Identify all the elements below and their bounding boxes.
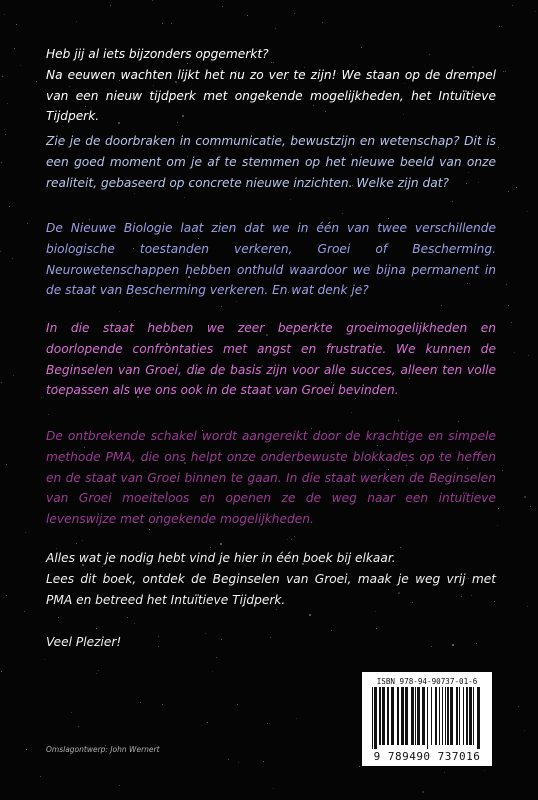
star	[76, 543, 77, 544]
star	[7, 103, 8, 104]
star	[40, 776, 41, 777]
star	[535, 11, 536, 12]
star	[96, 673, 97, 674]
star	[524, 730, 525, 731]
barcode-bar	[372, 687, 373, 749]
star	[267, 723, 268, 724]
star	[1, 162, 2, 163]
star	[342, 213, 343, 214]
barcode-bar	[374, 687, 377, 749]
summary-line-2: Lees dit boek, ontdek de Beginselen van Groei, maak je weg vrij met PMA en betreed het Intuïtieve Tijdperk.	[46, 571, 496, 607]
star	[212, 671, 213, 672]
barcode-bar	[401, 687, 404, 745]
star	[140, 702, 141, 703]
barcode-bar	[442, 687, 443, 745]
barcode-bar	[427, 687, 428, 749]
star	[4, 14, 5, 15]
star	[458, 421, 459, 422]
breakthrough-paragraph	[46, 131, 496, 193]
star	[530, 506, 531, 507]
star	[502, 470, 503, 471]
star	[263, 761, 264, 762]
star	[422, 791, 424, 793]
star	[26, 749, 27, 750]
star	[512, 5, 513, 6]
barcode-bar	[415, 687, 416, 745]
star	[505, 71, 506, 72]
biology-text: De Nieuwe Biologie laat zien dat we in één van twee verschillende biologische toestanden verkeren, Groei of Bescherming. Neurowetenschappen hebben onthuld waardoor we bijna permanent in de staat van Bescherming verkeren. En wat denk je?	[46, 221, 496, 298]
star	[216, 657, 217, 658]
star	[322, 22, 323, 23]
star	[452, 201, 453, 202]
barcode-bar	[411, 687, 414, 745]
star	[375, 611, 376, 612]
star	[222, 6, 223, 7]
star	[171, 23, 172, 24]
star	[44, 659, 45, 660]
isbn-barcode	[362, 672, 492, 766]
star	[376, 628, 377, 629]
growth-text: In die staat hebben we zeer beperkte groeimogelijkheden en doorlopende confrontaties met angst en frustratie. We kunnen de Beginselen van Groei, die de basis zijn voor alle succes, alleen ten volle toepassen als we ons ook in de staat van Groei bevinden.	[46, 321, 496, 398]
star	[359, 766, 360, 767]
star	[0, 251, 1, 252]
star	[528, 355, 529, 356]
pma-text: De ontbrekende schakel wordt aangereikt door de krachtige en simpele methode PMA, die ons helpt onze onderbewuste blokkades op te heffen en de staat van Groei binnen te gaan. In die staat werken de Beginselen van Groei moeiteloos en openen ze de weg naar een intuïtieve levenswijze met ongekende mogelijkheden.	[46, 429, 496, 527]
summary-line-1: Alles wat je nodig hebt vind je hier in één boek bij elkaar.	[46, 551, 396, 565]
star	[82, 540, 83, 541]
star	[14, 48, 15, 49]
closing-paragraph	[46, 632, 496, 653]
isbn-digits: 9 789490 737016	[373, 750, 481, 763]
star	[76, 21, 77, 22]
isbn-label: ISBN 978-94-90737-01-6	[376, 677, 478, 686]
star	[6, 595, 7, 596]
barcode-bar	[463, 687, 464, 745]
barcode-bar	[456, 687, 458, 745]
summary-paragraph	[46, 548, 496, 610]
barcode-bar	[459, 687, 460, 745]
star	[273, 788, 274, 789]
star	[119, 785, 120, 786]
star	[497, 525, 498, 526]
star	[119, 311, 120, 312]
star	[12, 258, 13, 259]
star	[287, 539, 288, 540]
barcode-bar	[405, 687, 408, 745]
star	[24, 611, 25, 612]
star	[9, 206, 10, 207]
star	[518, 706, 519, 707]
star	[152, 0, 153, 1]
star	[238, 762, 239, 763]
star	[58, 617, 59, 618]
star	[498, 147, 499, 148]
star	[48, 414, 49, 415]
star	[127, 617, 128, 618]
barcode-bar	[397, 687, 399, 745]
star	[508, 305, 509, 306]
star	[498, 508, 499, 509]
star	[508, 191, 509, 192]
star	[98, 670, 99, 671]
star	[444, 772, 445, 773]
star	[527, 211, 528, 212]
star	[296, 718, 297, 719]
barcode-bar	[431, 687, 432, 745]
star	[110, 5, 111, 6]
star	[309, 614, 311, 616]
star	[247, 15, 248, 16]
barcode-bar	[439, 687, 440, 745]
star	[524, 496, 526, 498]
star	[1, 382, 2, 383]
star	[96, 628, 97, 629]
star	[331, 630, 332, 631]
star	[20, 65, 21, 66]
star	[2, 76, 3, 77]
biology-paragraph	[46, 218, 496, 301]
star	[484, 770, 485, 771]
star	[294, 536, 295, 537]
star	[13, 375, 14, 376]
star	[162, 704, 163, 705]
star	[184, 197, 185, 198]
star	[207, 722, 208, 723]
star	[220, 543, 222, 545]
star	[351, 412, 352, 413]
star	[221, 306, 222, 307]
star	[499, 26, 500, 27]
barcode-bars	[368, 687, 486, 749]
barcode-bar	[422, 687, 425, 745]
barcode-bar	[417, 687, 420, 745]
star	[27, 223, 28, 224]
barcode-bar	[447, 687, 449, 745]
star	[78, 726, 79, 727]
pma-paragraph	[46, 426, 496, 530]
star	[291, 539, 292, 540]
star	[41, 397, 42, 398]
closing-text: Veel Plezier!	[46, 635, 122, 649]
barcode-bar	[469, 687, 472, 745]
star	[441, 305, 442, 306]
star	[511, 322, 512, 323]
barcode-bar	[379, 687, 381, 745]
barcode-bar	[387, 687, 389, 745]
star	[25, 532, 26, 533]
star	[71, 712, 72, 713]
star	[503, 71, 504, 72]
cover-design-credit: Omslagontwerp: John Wernert	[46, 745, 160, 754]
star	[514, 352, 515, 353]
star	[506, 284, 507, 285]
barcode-bar	[382, 687, 385, 745]
barcode-bar	[435, 687, 437, 745]
intro-paragraph	[46, 44, 496, 127]
barcode-bar	[466, 687, 468, 745]
star	[36, 81, 37, 82]
star	[134, 623, 135, 624]
star	[5, 134, 6, 135]
growth-paragraph	[46, 318, 496, 401]
star	[162, 23, 163, 24]
barcode-bar	[473, 687, 474, 745]
star	[228, 759, 229, 760]
star	[294, 13, 295, 14]
star	[290, 199, 291, 200]
star	[237, 704, 238, 705]
star	[527, 606, 528, 607]
intro-question: Heb jij al iets bijzonders opgemerkt?	[46, 47, 269, 61]
star	[516, 187, 517, 188]
star	[16, 24, 17, 25]
barcode-bar	[445, 687, 446, 745]
intro-text: Na eeuwen wachten lijkt het nu zo ver te zijn! We staan op de drempel van een nieuw tijdperk met ongekende mogelijkheden, het Intuïtieve Tijdperk.	[46, 67, 496, 124]
barcode-bar	[391, 687, 394, 745]
barcode-bar	[477, 687, 480, 749]
star	[275, 28, 276, 29]
star	[6, 464, 7, 465]
star	[1, 671, 2, 672]
star	[398, 420, 399, 421]
barcode-bar	[450, 687, 453, 745]
breakthrough-text: Zie je de doorbraken in communicatie, bewustzijn en wetenschap? Dit is een goed moment om je af te stemmen op het nieuwe beeld van onze realiteit, gebaseerd op concrete nieuwe inzichten. Welke zijn dat?	[46, 134, 496, 190]
